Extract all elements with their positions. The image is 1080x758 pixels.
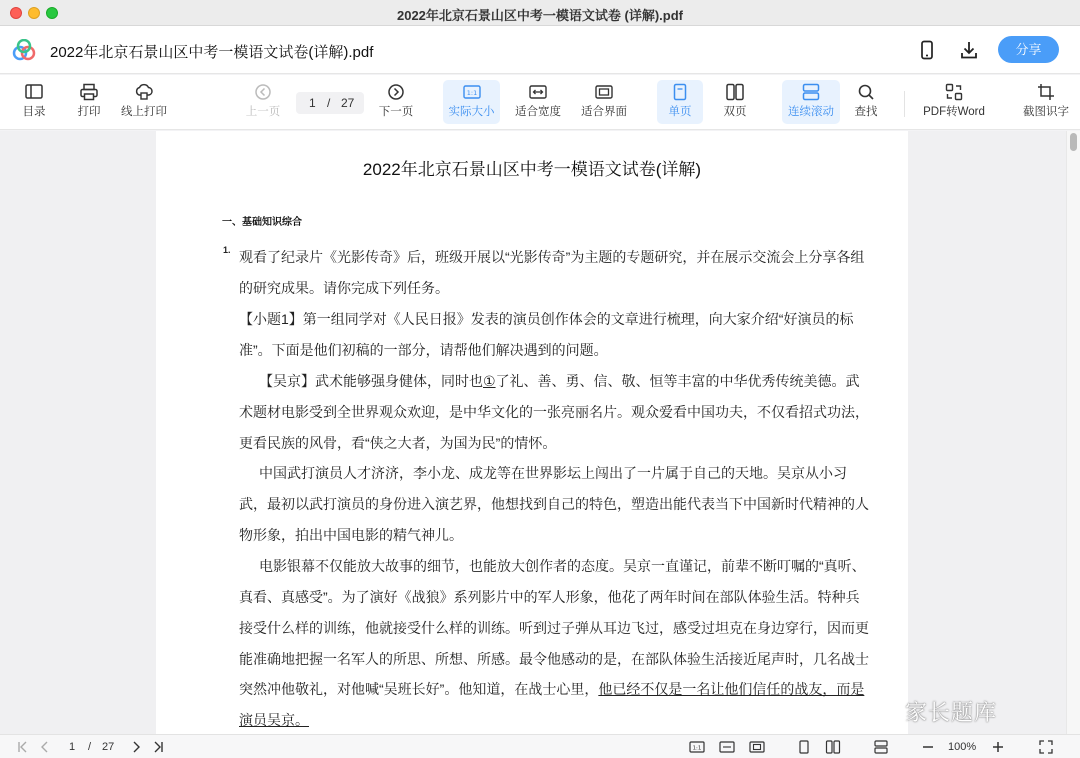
- prev-page-label: 上一页: [245, 106, 281, 118]
- online-print-label: 线上打印: [121, 106, 167, 118]
- bottom-page-sep: /: [88, 741, 92, 753]
- mobile-icon[interactable]: [916, 39, 938, 61]
- fit-width-small-icon[interactable]: [719, 740, 735, 754]
- search-icon: [856, 83, 876, 101]
- window-title: 2022年北京石景山区中考一模语文试卷 (详解).pdf: [396, 8, 683, 23]
- pdf-page: [156, 131, 908, 734]
- text-line: 【吴京】武术能够强身健体，同时也①了礼、善、勇、信、敬、恒等丰富的中华优秀传统美德。武: [259, 373, 860, 389]
- chevron-left-icon: [253, 83, 273, 101]
- next-page-label: 下一页: [378, 106, 414, 118]
- continuous-scroll-button[interactable]: [782, 80, 840, 124]
- text-line: 术题材电影受到全世界观众欢迎，是中华文化的一张亮丽名片。观众爱看中国功夫，不仅看招式功法，: [239, 404, 869, 420]
- screenshot-ocr-button[interactable]: [1020, 80, 1072, 124]
- cloud-print-icon: [134, 83, 154, 101]
- next-page-icon[interactable]: [129, 740, 143, 754]
- toc-button[interactable]: [14, 80, 54, 124]
- text-line: 演员吴京。: [239, 712, 309, 728]
- text-line: 物形象，拍出中国电影的精气神儿。: [239, 527, 463, 543]
- prev-page-button[interactable]: [244, 80, 282, 124]
- toc-icon: [24, 83, 44, 101]
- fit-width-icon: [528, 83, 548, 101]
- text-line: 的研究成果。请你完成下列任务。: [239, 280, 449, 296]
- text-line: 武，最初以武打演员的身份进入演艺界，他想找到自己的特色，塑造出能代表当下中国新时代精神的人: [239, 496, 869, 512]
- blank-marker: ①: [483, 373, 496, 389]
- pdf-to-word-label: PDF转Word: [923, 106, 985, 118]
- fit-page-button[interactable]: [578, 80, 630, 124]
- status-bar: [0, 734, 1080, 758]
- double-page-button[interactable]: [714, 80, 756, 124]
- app-logo-icon: [12, 39, 36, 61]
- toolbar: [0, 75, 1080, 130]
- page-sep: /: [327, 96, 331, 110]
- text-line: 突然冲他敬礼，对他喊“吴班长好”。他知道，在战士心里，他已经不仅是一名让他们信任的战友，而是: [239, 681, 865, 697]
- continuous-scroll-label: 连续滚动: [788, 106, 834, 118]
- svg-text:1:1: 1:1: [466, 89, 477, 97]
- actual-size-icon: [462, 83, 482, 101]
- bottom-page-current[interactable]: 1: [69, 741, 76, 753]
- vertical-scrollbar[interactable]: [1066, 131, 1080, 734]
- document-title: 2022年北京石景山区中考一模语文试卷(详解).pdf: [50, 44, 374, 61]
- text-line: 接受什么样的训练，他就接受什么样的训练。听到过子弹从耳边飞过，感受过坦克在身边穿行，因而更: [239, 620, 869, 636]
- section-heading: 一、基础知识综合: [222, 217, 302, 228]
- zoom-in-icon[interactable]: [991, 740, 1005, 754]
- single-page-small-icon[interactable]: [797, 740, 811, 754]
- search-button[interactable]: [848, 80, 884, 124]
- actual-size-button[interactable]: [443, 80, 500, 124]
- text-line: 能准确地把握一名军人的所思、所想、所感。最令他感动的是，在部队体验生活接近尾声时，几名战士: [239, 651, 869, 667]
- search-label: 查找: [854, 106, 878, 118]
- first-page-icon[interactable]: [16, 740, 30, 754]
- watermark-text: 家长题库: [905, 700, 998, 725]
- crop-icon: [1036, 83, 1056, 101]
- page-heading: 2022年北京石景山区中考一模语文试卷(详解): [362, 160, 702, 179]
- fit-page-icon: [594, 83, 614, 101]
- page-total: 27: [341, 96, 355, 110]
- actual-size-small-icon[interactable]: [689, 740, 705, 754]
- zoom-out-icon[interactable]: [921, 740, 935, 754]
- convert-icon: [944, 83, 964, 101]
- download-icon[interactable]: [958, 39, 980, 61]
- single-page-label: 单页: [668, 106, 692, 118]
- text-line: 中国武打演员人才济济，李小龙、成龙等在世界影坛上闯出了一片属于自己的天地。吴京从小习: [259, 465, 847, 481]
- printer-icon: [79, 83, 99, 101]
- actual-size-label: 实际大小: [448, 106, 495, 118]
- fit-width-label: 适合宽度: [515, 106, 561, 118]
- zoom-level: 100%: [948, 741, 977, 753]
- print-button[interactable]: [70, 80, 108, 124]
- prev-page-icon[interactable]: [38, 740, 52, 754]
- fit-page-label: 适合界面: [581, 106, 627, 118]
- share-button[interactable]: 分享: [998, 36, 1059, 63]
- text-line: 真看、真感受”。为了演好《战狼》系列影片中的军人形象，他花了两年时间在部队体验生活。特种兵: [239, 589, 860, 605]
- scrollbar-thumb[interactable]: [1070, 133, 1077, 151]
- next-page-button[interactable]: [376, 80, 416, 124]
- continuous-scroll-icon: [801, 83, 821, 101]
- double-page-icon: [725, 83, 745, 101]
- screenshot-ocr-label: 截图识字: [1023, 106, 1069, 118]
- question-number: 1.: [223, 245, 231, 255]
- title-bar: [0, 0, 1080, 26]
- document-viewport[interactable]: [0, 131, 1066, 734]
- page-current: 1: [309, 96, 316, 110]
- pdf-to-word-button[interactable]: [920, 80, 988, 124]
- fit-page-small-icon[interactable]: [749, 740, 765, 754]
- fullscreen-icon[interactable]: [1039, 740, 1053, 754]
- double-page-small-icon[interactable]: [825, 740, 841, 754]
- app-header: [0, 26, 1080, 74]
- toolbar-divider: [904, 91, 905, 117]
- last-page-icon[interactable]: [151, 740, 165, 754]
- text-line: 电影银幕不仅能放大故事的细节，也能放大创作者的态度。吴京一直谨记，前辈不断叮嘱的“真听、: [259, 558, 866, 574]
- svg-text:1:1: 1:1: [692, 745, 702, 752]
- text-line: 准”。下面是他们初稿的一部分，请帮他们解决遇到的问题。: [239, 342, 608, 358]
- online-print-button[interactable]: [118, 80, 170, 124]
- text-line: 更看民族的风骨，看“侠之大者，为国为民”的情怀。: [239, 435, 557, 451]
- print-label: 打印: [77, 106, 101, 118]
- toc-label: 目录: [22, 106, 46, 118]
- text-line: 观看了纪录片《光影传奇》后，班级开展以“光影传奇”为主题的专题研究，并在展示交流会上分享各组: [239, 249, 865, 265]
- underlined-phrase: 他已经不仅是一名让他们信任的战友，而是: [598, 681, 865, 697]
- continuous-small-icon[interactable]: [873, 740, 889, 754]
- single-page-icon: [670, 83, 690, 101]
- fit-width-button[interactable]: [512, 80, 564, 124]
- double-page-label: 双页: [723, 106, 747, 118]
- text-line: 【小题1】第一组同学对《人民日报》发表的演员创作体会的文章进行梳理，向大家介绍“好演员的标: [239, 311, 854, 327]
- page-number-input[interactable]: [296, 92, 364, 114]
- chevron-right-icon: [386, 83, 406, 101]
- bottom-page-total: 27: [102, 741, 115, 753]
- single-page-button[interactable]: [657, 80, 703, 124]
